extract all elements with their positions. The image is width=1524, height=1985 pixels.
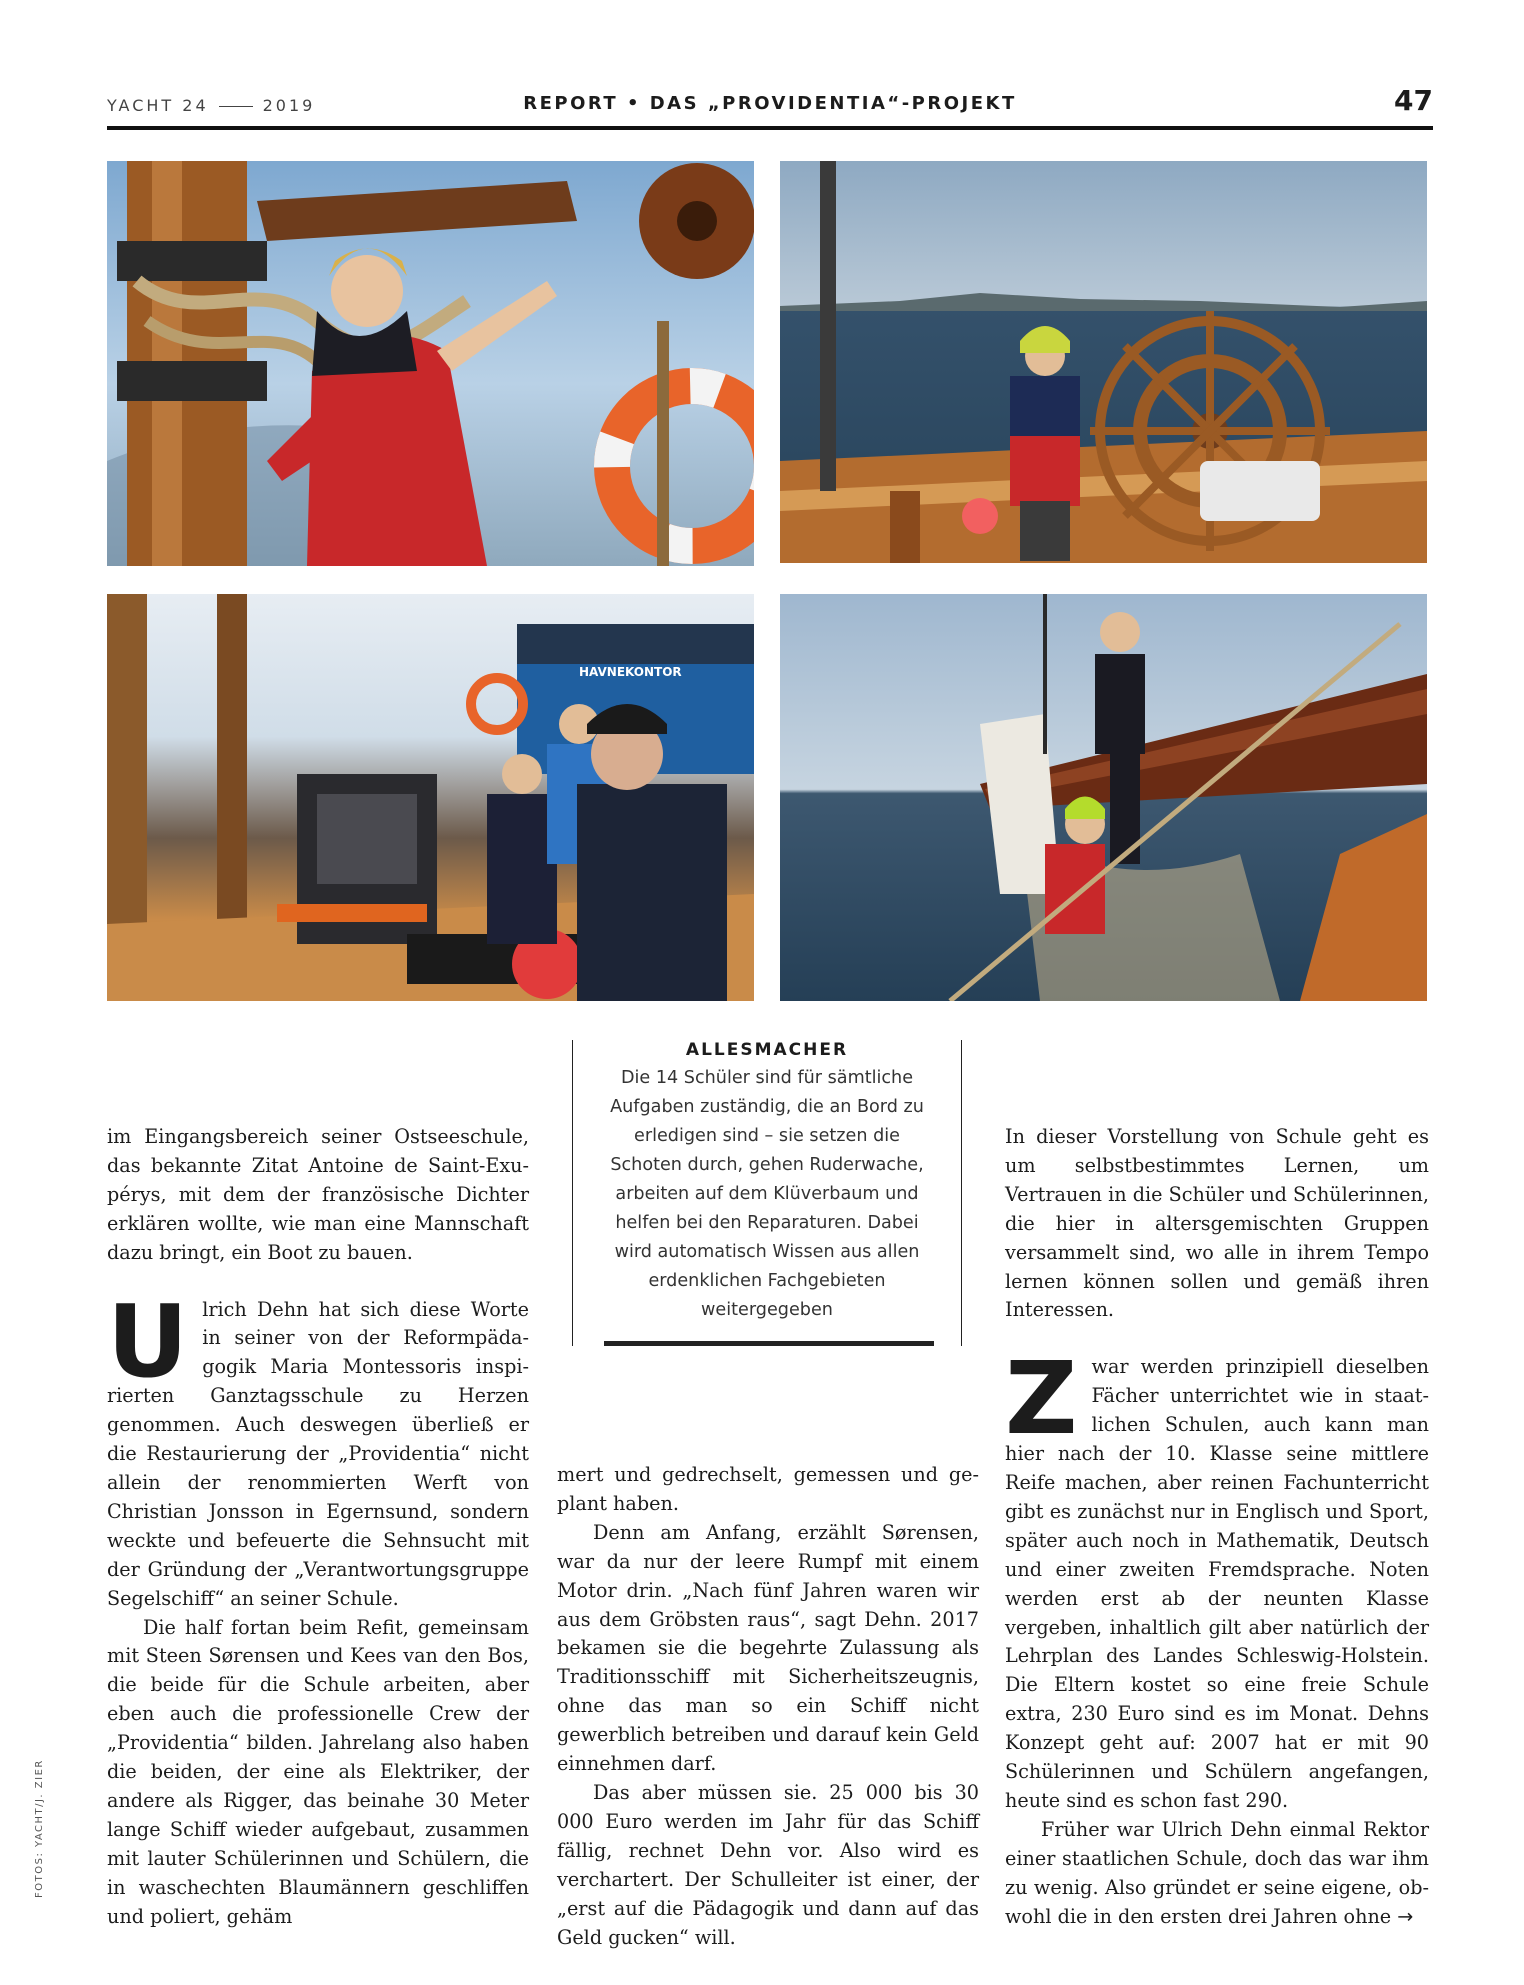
- sidebar-left-rule: [572, 1040, 573, 1346]
- paragraph: lrich Dehn hat sich diese Worte in seiner von der Reformpädagogik Maria Montessoris inspirierten Ganztagsschule zu Herzen genommen. Auch deswegen überließ er die Restaurierung der „Providentia“ nicht allein der renommierten Werft von Christian Jonsson in Egernsund, sondern weckte und befeuerte die Sehnsucht mit der Gründung der „Verantwortungsgruppe Segelschiff“ an seiner Schule.: [107, 1297, 529, 1610]
- article-column-2: [557, 1461, 979, 1952]
- page-number: 47: [1394, 84, 1433, 117]
- photo-credit: FOTOS: YACHT/J. ZIER: [34, 1759, 45, 1898]
- paragraph: Das aber müssen sie. 25 000 bis 30 000 Euro werden im Jahr für das Schiff fällig, rechnet Dehn vor. Also wird es verchartert. Der Schulleiter ist einer, der „erst auf die Pädagogik und dann auf das Geld gucken“ will.: [557, 1780, 979, 1949]
- sidebar-bottom-bar: [604, 1341, 934, 1346]
- paragraph: Denn am Anfang, erzählt Sørensen, war da nur der leere Rumpf mit einem Motor drin. „Nach fünf Jahren waren wir aus dem Gröbsten raus“, sagt Dehn. 2017 bekamen sie die begehrte Zulassung als Traditionsschiff mit Sicherheitszeugnis, ohne das man so ein Schiff nicht gewerblich betreiben und darauf kein Geld einnehmen darf.: [557, 1520, 979, 1776]
- paragraph: war werden prinzipiell dieselben Fächer unterrichtet wie in staatlichen Schulen, auch kann man hier nach der 10. Klasse seine mittlere Reife machen, aber reinen Fachunterricht gibt es zunächst nur in Englisch und Sport, später auch noch in Mathematik, Deutsch und einer zweiten Fremdsprache. Noten werden erst ab der neunten Klasse vergeben, inhaltlich gilt aber natürlich der Lehrplan des Landes Schleswig-Holstein. Die Eltern kostet so eine freie Schule extra, 230 Euro sind es im Monat. Dehns Konzept geht auf: 2007 hat er mit 90 Schülerinnen und Schülern angefangen, heute sind es schon fast 290.: [1005, 1355, 1429, 1812]
- issue-year: 2019: [262, 96, 316, 115]
- paragraph: mert und gedrechselt, gemessen und geplant haben.: [557, 1463, 979, 1515]
- article-column-3: [1005, 1123, 1429, 1931]
- sidebar-box-allesmacher: [572, 1040, 962, 1346]
- photo-helm: [780, 161, 1427, 563]
- drop-cap: U: [107, 1282, 189, 1400]
- header-rule: [107, 126, 1433, 130]
- continue-arrow-icon: →: [1397, 1904, 1414, 1928]
- photo-bowsprit: [780, 594, 1427, 1001]
- sidebar-right-rule: [961, 1040, 962, 1346]
- paragraph: im Eingangsbereich seiner Ostseeschule, das bekannte Zitat Antoine de Saint-Exupérys, mit dem der französische Dichter erklären wollte, wie man eine Mannschaft dazu bringt, ein Boot zu bauen.: [107, 1125, 529, 1264]
- sidebar-text: Die 14 Schüler sind für sämtliche Aufgaben zuständig, die an Bord zu erledigen sind – sie setzen die Schoten durch, gehen Ruderwache, arbeiten auf dem Klüverbaum und helfen bei den Reparaturen. Dabei wird automatisch Wissen aus allen erdenklichen Fachgebieten weitergegeben: [610, 1068, 924, 1320]
- photo-mast-rope: [107, 161, 754, 566]
- section-title: REPORT • DAS „PROVIDENTIA“-PROJEKT: [523, 93, 1017, 114]
- harbour-sign: HAVNEKONTOR: [579, 665, 682, 679]
- article-column-1: [107, 1123, 529, 1931]
- sidebar-title: ALLESMACHER: [685, 1040, 849, 1060]
- paragraph: Die half fortan beim Refit, gemeinsam mit Steen Sørensen und Kees van den Bos, die beide für die Schule arbeiten, aber eben auch die professionelle Crew der „Providentia“ bilden. Jahrelang also haben die beiden, der eine als Elektriker, der andere als Rigger, das beinahe 30 Meter lange Schiff wieder aufgebaut, zusammen mit lauter Schülerinnen und Schülern, die in waschechten Blaumännern geschliffen und poliert, gehäm: [107, 1615, 529, 1928]
- magazine-name: YACHT 24: [107, 96, 209, 115]
- paragraph: In dieser Vorstellung von Schule geht es um selbstbestimmtes Lernen, um Vertrauen in die Schüler und Schülerinnen, die hier in altersgemischten Gruppen versammelt sind, wo alle in ihrem Tempo lernen können sollen und gemäß ihren Interessen.: [1005, 1125, 1429, 1322]
- page-header: [107, 84, 1433, 130]
- photo-workshop-deck: [107, 594, 754, 1001]
- paragraph: Früher war Ulrich Dehn einmal Rektor einer staatlichen Schule, doch das war ihm zu wenig. Also gründet er seine eigene, obwohl die in den ersten drei Jahren ohne: [1005, 1817, 1429, 1928]
- drop-cap: Z: [1005, 1340, 1078, 1458]
